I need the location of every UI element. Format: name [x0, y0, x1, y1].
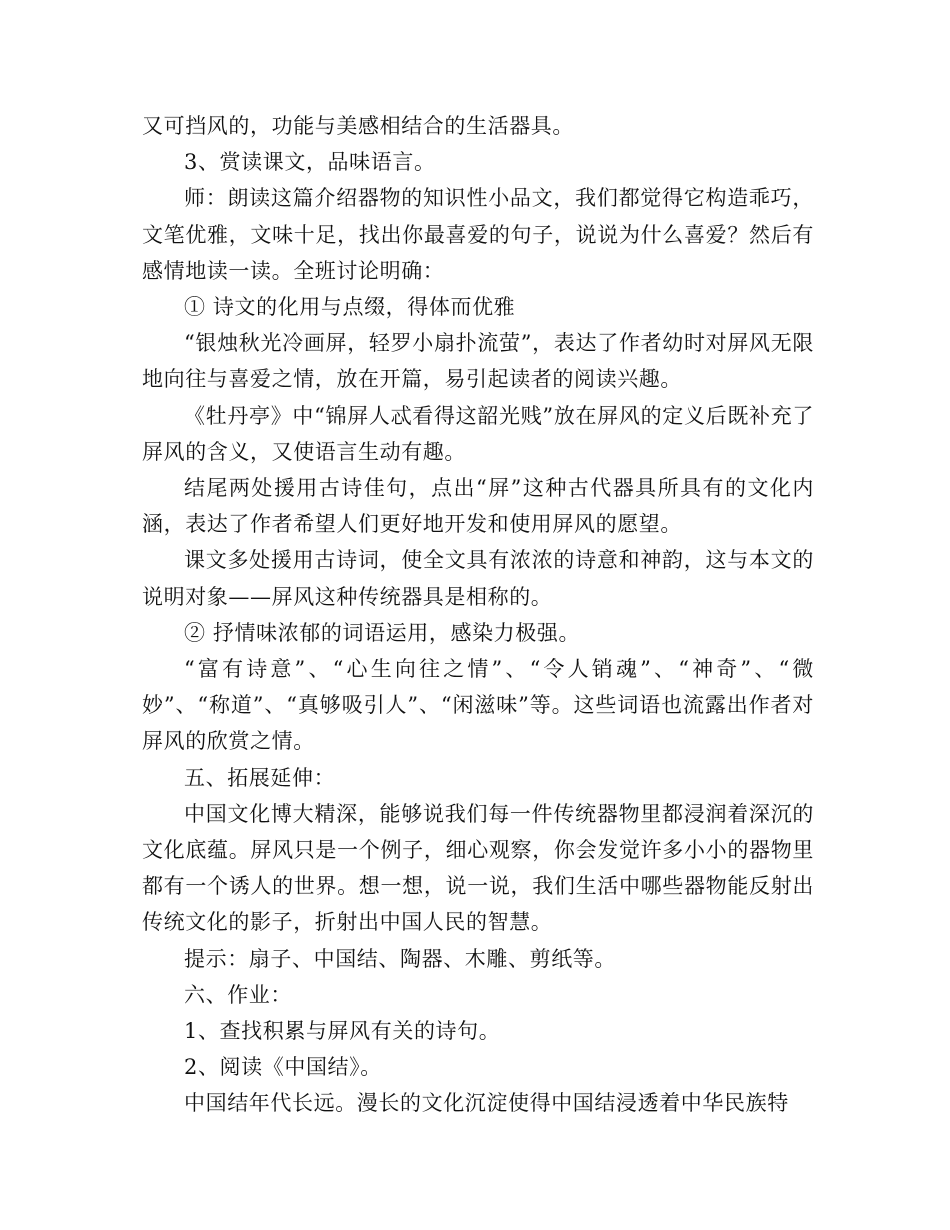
section-heading-homework: 六、作业：: [184, 982, 292, 1007]
peony-pavilion-paragraph: 《牡丹亭》中“锦屏人忒看得这韶光贱”放在屏风的定义后既补充了屏风的含义，又使语言生动有趣。: [142, 403, 814, 464]
chinese-knot-paragraph: 中国结年代长远。漫长的文化沉淀使得中国结浸透着中华民族特: [184, 1091, 789, 1116]
ending-poems-paragraph: 结尾两处援用古诗佳句，点出“屏”这种古代器具所具有的文化内涵，表达了作者希望人们更好地开发和使用屏风的愿望。: [142, 476, 814, 537]
paragraph-continuation: 又可挡风的，功能与美感相结合的生活器具。: [142, 114, 574, 138]
point-one-heading: ① 诗文的化用与点缀，得体而优雅: [184, 295, 516, 320]
section-heading-extension: 五、拓展延伸：: [184, 765, 336, 790]
lyrical-words-paragraph: “富有诗意”、“心生向往之情”、“令人销魂”、“神奇”、“微妙”、“称道”、“真够吸引人”、“闲滋味”等。这些词语也流露出作者对屏风的欣赏之情。: [142, 657, 814, 754]
point-two-heading: ② 抒情味浓郁的词语运用，感染力极强。: [184, 620, 581, 645]
section-heading-appreciation: 3、赏读课文，品味语言。: [184, 150, 436, 175]
poetic-charm-paragraph: 课文多处援用古诗词，使全文具有浓浓的诗意和神韵，这与本文的说明对象——屏风这种传统器具是相称的。: [142, 548, 814, 609]
homework-item-two: 2、阅读《中国结》。: [184, 1055, 382, 1080]
extension-paragraph: 中国文化博大精深，能够说我们每一件传统器物里都浸润着深沉的文化底蕴。屏风只是一个例子，细心观察，你会发觉许多小小的器物里都有一个诱人的世界。想一想，说一说，我们生活中哪些器物能反射出传统文化的影子，折射出中国人民的智慧。: [142, 801, 814, 935]
hint-paragraph: 提示：扇子、中国结、陶器、木雕、剪纸等。: [184, 946, 616, 971]
document-body: [142, 108, 814, 1122]
poem-quote-paragraph: “银烛秋光冷画屏，轻罗小扇扑流萤”，表达了作者幼时对屏风无限地向往与喜爱之情，放在开篇，易引起读者的阅读兴趣。: [142, 331, 814, 392]
teacher-instruction-paragraph: 师：朗读这篇介绍器物的知识性小品文，我们都觉得它构造乖巧，文笔优雅，文味十足，找出你最喜爱的句子，说说为什么喜爱？然后有感情地读一读。全班讨论明确：: [142, 186, 814, 283]
homework-item-one: 1、查找积累与屏风有关的诗句。: [184, 1019, 501, 1044]
